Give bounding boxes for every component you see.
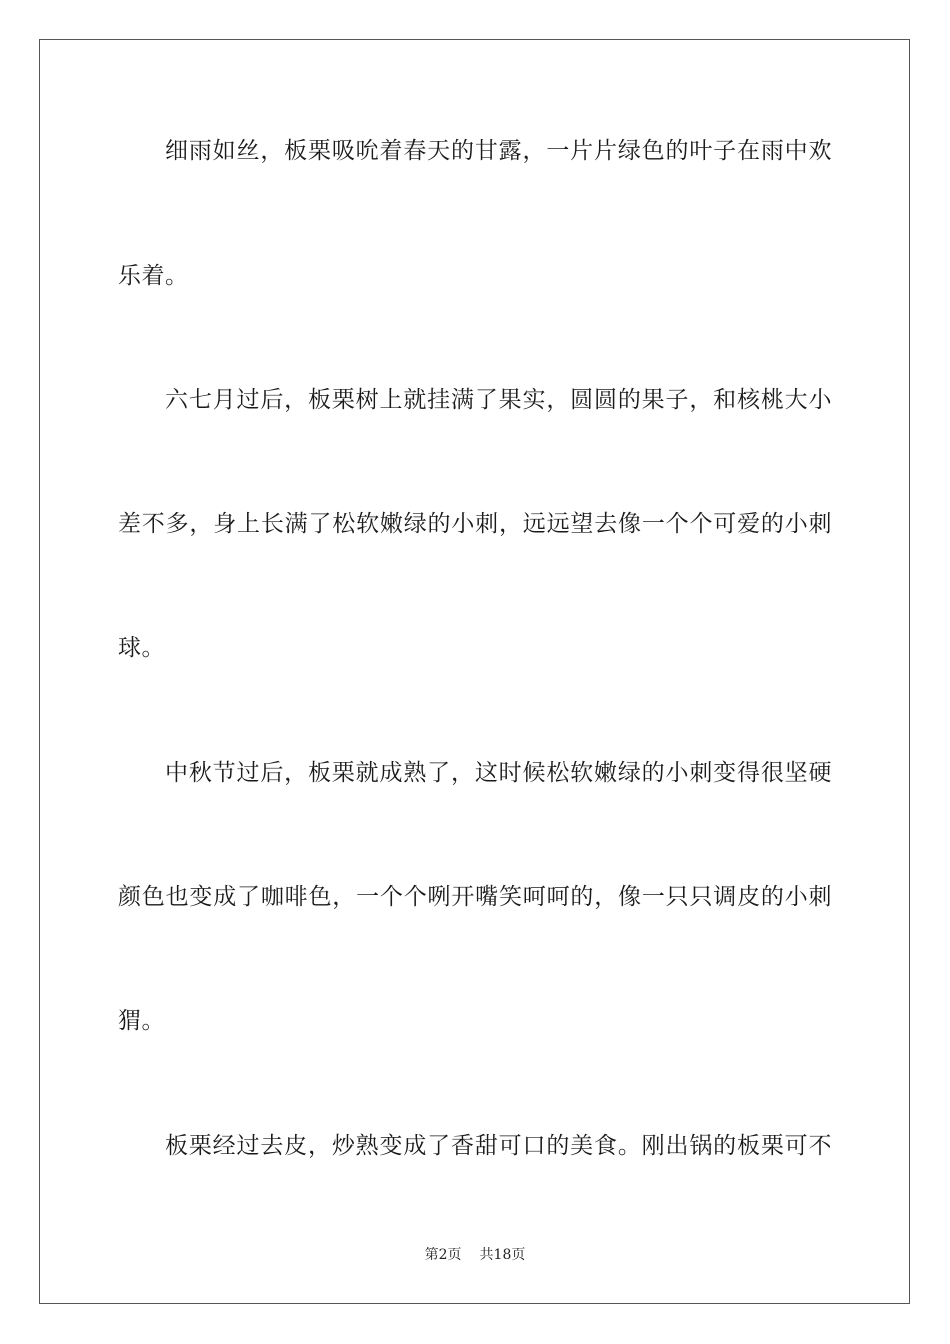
paragraph-3-line-3: 猬。	[118, 1008, 165, 1034]
paragraph-2-line-1: 六七月过后，板栗树上就挂满了果实，圆圆的果子，和核桃大小	[165, 387, 832, 413]
page-footer	[0, 1245, 950, 1265]
paragraph-1-line-2: 乐着。	[118, 263, 189, 289]
paragraph-2-line-2: 差不多，身上长满了松软嫩绿的小刺，远远望去像一个个可爱的小刺	[118, 511, 832, 537]
total-pages: 共18页	[479, 1247, 526, 1263]
paragraph-2-line-3: 球。	[118, 635, 165, 661]
paragraph-3-line-2: 颜色也变成了咖啡色，一个个咧开嘴笑呵呵的，像一只只调皮的小刺	[118, 884, 832, 910]
paragraph-1-line-1: 细雨如丝，板栗吸吮着春天的甘露，一片片绿色的叶子在雨中欢	[165, 138, 832, 164]
paragraph-4-line-1: 板栗经过去皮，炒熟变成了香甜可口的美食。刚出锅的板栗可不	[165, 1133, 832, 1159]
page-number: 第2页	[424, 1247, 462, 1263]
paragraph-3-line-1: 中秋节过后，板栗就成熟了，这时候松软嫩绿的小刺变得很坚硬	[165, 760, 832, 786]
page-border	[39, 39, 910, 1304]
